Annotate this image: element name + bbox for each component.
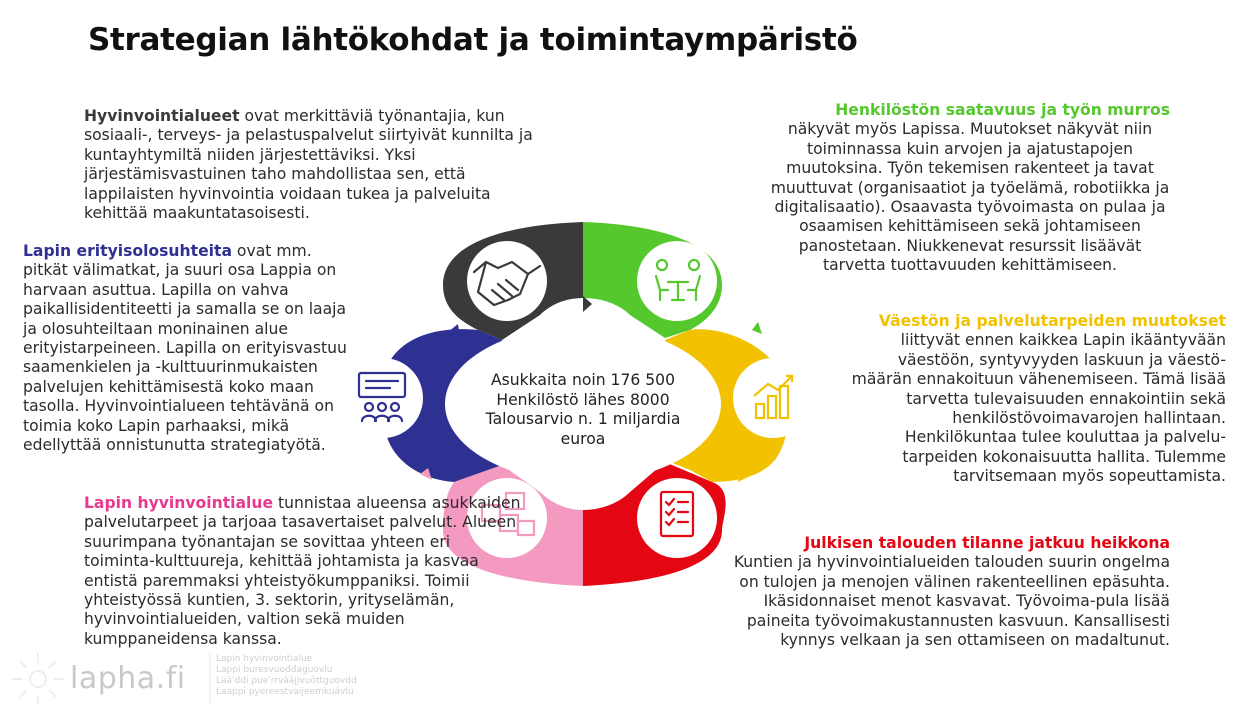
page-title: Strategian lähtökohdat ja toimintaympäristö: [88, 22, 858, 58]
logo-line-4: Laappi pyereestvaijeemkuávlu: [216, 687, 354, 697]
block-hyvinvointialueet: [84, 107, 534, 223]
text-hyvinvointialueet: ovat merkittäviä työnantajia, kun sosiaali-, terveys- ja pelastuspalvelut siirtyivät kunnilta ja kuntayhtymiltä niiden järjestettäviksi. Yksi järjestämisvastuinen taho mahdollistaa sen, että lappilaisten hyvinvointia voidaan tukea ja palveluita kehittää maakuntatasoisesti.: [84, 107, 533, 223]
text-lapin-erityisolosuhteita: ovat mm. pitkät välimatkat, ja suuri osa Lappia on harvaan asuttua. Lapilla on vahva paikallisidentiteetti ja samalla se on laaja ja olosuhteiltaan moninainen alue erityistarpeineen. Lapilla on erityisvastuu saamenkielen ja -kulttuurinmukaisten palvelujen kehittämisestä koko maan tasolla. Hyvinvointialueen tehtävänä on toimia koko Lapin parhaaksi, mikä edellyttää onnistunutta strategiatyötä.: [23, 242, 347, 455]
center-facts: [470, 371, 696, 449]
block-lapin-hyvinvointialue: [84, 494, 524, 649]
center-staff: Henkilöstö lähes 8000: [496, 390, 670, 409]
text-vaeston-muutokset: liittyvät ennen kaikkea Lapin ikääntyvään väestöön, syntyvyyden laskuun ja väestö-määrän ennakoituun vähenemiseen. Tämä lisää tarvetta tulevaisuuden ennakointiin sekä henkilöstövoimavarojen hallintaan. Henkilökuntaa tulee kouluttaa ja palvelu-tarpeiden kokonaisuutta hallita. Tulemme tarvitsemaan myös sopeuttamista.: [851, 331, 1226, 486]
logo-subtitle: [216, 654, 357, 698]
logo-line-1: Lapin hyvinvointialue: [216, 654, 313, 664]
arrow-notch: [583, 296, 592, 312]
logo-wordmark: lapha.fi: [70, 661, 186, 696]
block-lapin-erityisolosuhteita: [23, 242, 353, 455]
icon-bg: [733, 358, 813, 438]
block-julkinen-talous: [720, 534, 1170, 650]
logo-line-3: Lääʹddi pueʹrrvââjjvuõttguovdd: [216, 676, 357, 686]
center-population: Asukkaita noin 176 500: [490, 371, 676, 389]
block-henkiloston-saatavuus: [760, 101, 1170, 276]
heading-vaeston-muutokset: Väestön ja palvelutarpeiden muutokset: [878, 312, 1226, 330]
heading-lapin-hyvinvointialue: Lapin hyvinvointialue: [84, 494, 274, 512]
heading-henkiloston-saatavuus: Henkilöstön saatavuus ja työn murros: [835, 101, 1170, 119]
text-julkinen-talous: Kuntien ja hyvinvointialueiden talouden suurin ongelma on tulojen ja menojen välinen rakenteellinen epäsuhta. Ikäsidonnaiset menot kasvavat. Työvoima-pula lisää paineita työvoimakustannusten kasvuun. Kansallisesti kynnys velkaan ja sen ottamiseen on madaltunut.: [733, 553, 1170, 650]
icon-bg: [637, 478, 717, 558]
block-vaeston-muutokset: [840, 312, 1226, 487]
heading-lapin-erityisolosuhteita: Lapin erityisolosuhteita: [23, 242, 232, 260]
arrow-notch: [752, 322, 762, 334]
sun-icon: [12, 653, 64, 705]
text-lapin-hyvinvointialue: tunnistaa alueensa asukkaiden palvelutarpeet ja tarjoaa tasavertaiset palvelut. Alueen suurimpana työnantajan se sovittaa yhteen eri toiminta-kulttuureja, kehittää johtamista ja kasvaa entistä paremmaksi yhteistyökumppaniksi. Toimii yhteistyössä kuntien, 3. sektorin, yrityselämän, hyvinvointialueiden, valtion sekä muiden kumppaneidensa kanssa.: [84, 494, 521, 648]
heading-julkinen-talous: Julkisen talouden tilanne jatkuu heikkona: [804, 534, 1170, 552]
logo-line-2: Lappi buresvuođđaguovlu: [216, 665, 333, 675]
text-henkiloston-saatavuus: näkyvät myös Lapissa. Muutokset näkyvät niin toiminnassa kuin arvojen ja ajatustapojen muutoksina. Työn tekemisen rakenteet ja tavat muuttuvat (organisaatiot ja työelämä, robotiikka ja digitalisaatio). Osaavasta työvoimasta on pulaa ja osaamisen kehittämiseen sekä johtamiseen panostetaan. Niukkenevat resurssit lisäävät tarvetta tuottavuuden kehittämiseen.: [770, 120, 1170, 275]
center-budget: Talousarvio n. 1 miljardia euroa: [485, 410, 681, 448]
heading-hyvinvointialueet: Hyvinvointialueet: [84, 107, 240, 125]
